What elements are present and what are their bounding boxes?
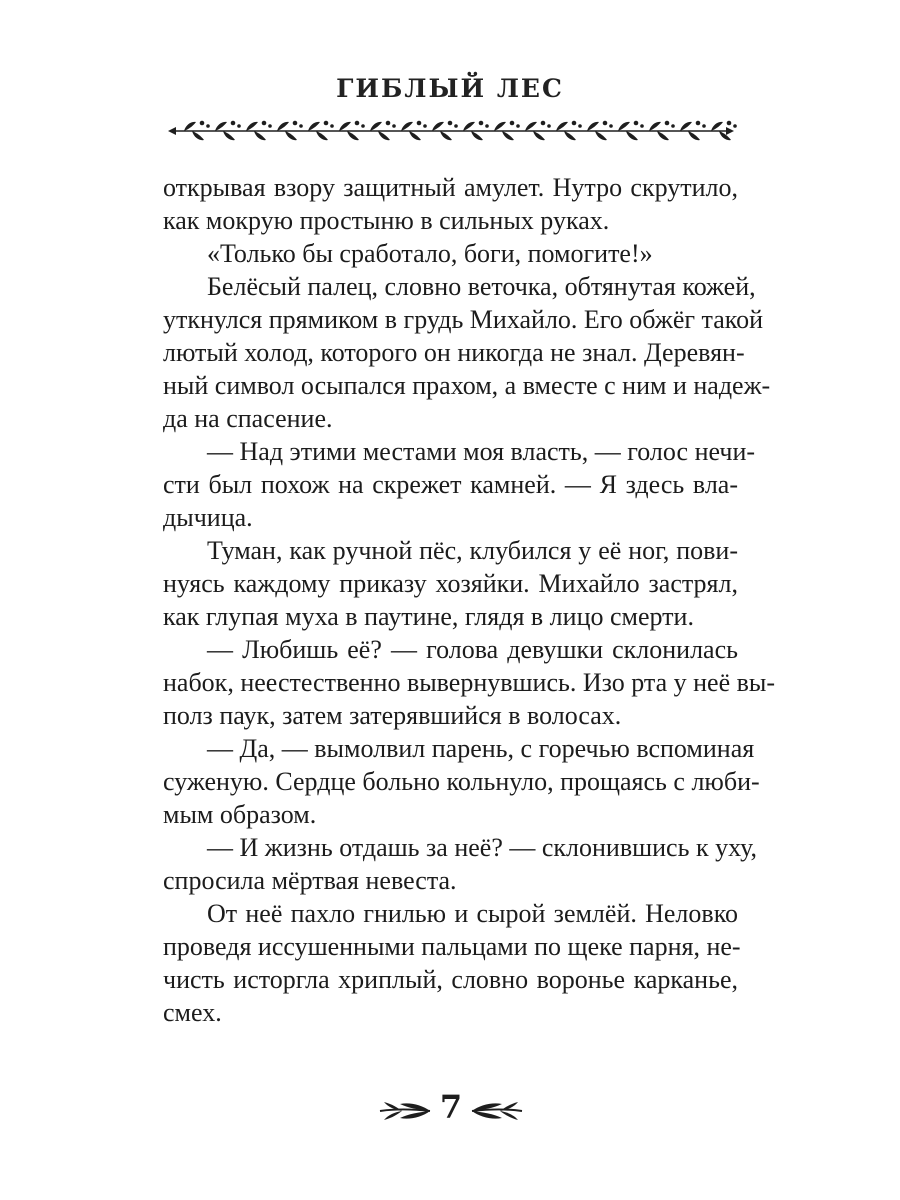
text-line: уткнулся прямиком в грудь Михайло. Его обжёг такой [163, 305, 764, 334]
paragraph [163, 831, 757, 897]
text-line: ный символ осыпался прахом, а вместе с ним и надеж- [163, 371, 771, 400]
text-line: — И жизнь отдашь за неё? — склонившись к уху, [207, 833, 757, 862]
leaf-flourish-right-icon [470, 1096, 524, 1126]
page-footer [0, 1088, 900, 1138]
text-line: Белёсый палец, словно веточка, обтянутая кожей, [207, 272, 756, 301]
paragraph [163, 732, 760, 831]
text-line: открывая взору защитный амулет. Нутро скрутило, [163, 173, 738, 202]
text-line: спросила мёртвая невеста. [163, 866, 457, 895]
text-line: — Да, — вымолвил парень, с горечью вспоминая [207, 734, 755, 763]
text-line: дычица. [163, 503, 253, 532]
text-line: Туман, как ручной пёс, клубился у её ног, пови- [207, 536, 738, 565]
text-line: — Над этими местами моя власть, — голос нечи- [207, 437, 756, 466]
paragraph [163, 897, 741, 1029]
text-line: как мокрую простыню в сильных руках. [163, 206, 610, 235]
text-line: мым образом. [163, 800, 317, 829]
paragraph [163, 435, 756, 534]
text-line: «Только бы сработало, боги, помогите!» [207, 239, 653, 268]
paragraph [163, 171, 738, 237]
text-line: набок, неестественно вывернувшись. Изо рта у неё вы- [163, 668, 776, 697]
text-line: нуясь каждому приказу хозяйки. Михайло застрял, [163, 569, 738, 598]
text-line: полз паук, затем затерявшийся в волосах. [163, 701, 622, 730]
text-line: От неё пахло гнилью и сырой землёй. Неловко [207, 899, 738, 928]
leaf-flourish-left-icon [378, 1096, 432, 1126]
text-line: проведя иссушенными пальцами по щеке парня, не- [163, 932, 741, 961]
vine-ornament-icon [162, 114, 740, 148]
paragraph [163, 270, 771, 435]
page-number: 7 [439, 1088, 463, 1126]
text-line: лютый холод, которого он никогда не знал. Деревян- [163, 338, 745, 367]
text-line: суженую. Сердце больно кольнуло, прощаясь с люби- [163, 767, 760, 796]
paragraph [163, 633, 776, 732]
text-line: смех. [163, 998, 222, 1027]
text-line: да на спасение. [163, 404, 333, 433]
paragraph [163, 237, 738, 270]
paragraph [163, 534, 738, 633]
text-line: — Любишь её? — голова девушки склонилась [207, 635, 738, 664]
text-line: сти был похож на скрежет камней. — Я здесь вла- [163, 470, 738, 499]
body-text [163, 171, 776, 1029]
text-line: чисть исторгла хриплый, словно воронье карканье, [163, 965, 738, 994]
text-line: как глупая муха в паутине, глядя в лицо смерти. [163, 602, 694, 631]
running-header-title: ГИБЛЫЙ ЛЕС [336, 74, 564, 103]
